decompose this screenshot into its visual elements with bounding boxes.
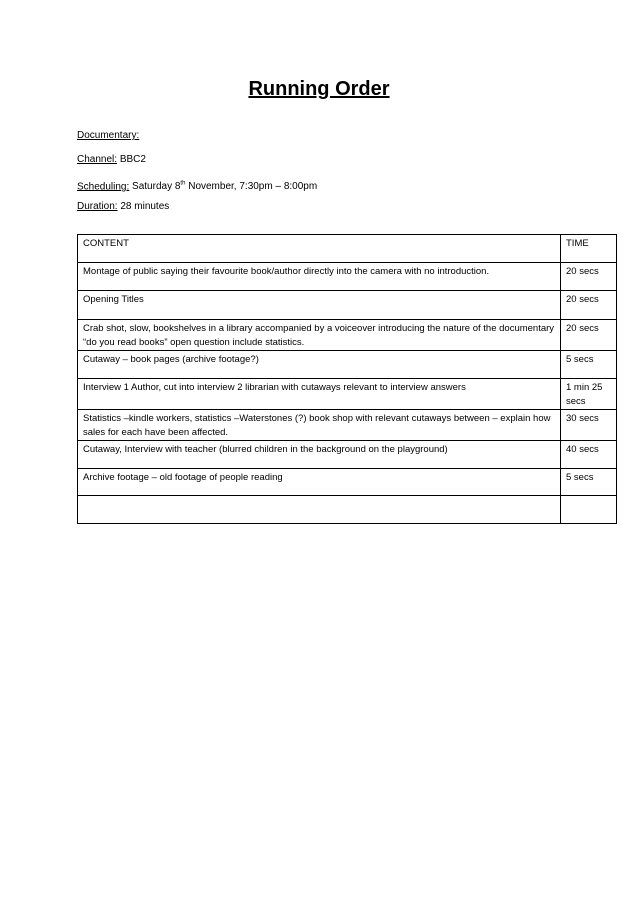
content-cell: Cutaway – book pages (archive footage?) <box>78 351 561 379</box>
channel-value: BBC2 <box>119 154 146 165</box>
documentary-label: Documentary: <box>77 130 140 141</box>
content-cell: Crab shot, slow, bookshelves in a library accompanied by a voiceover introducing the nature of the documentary “do you read books” open question include statistics. <box>78 320 561 351</box>
table-row <box>78 351 617 379</box>
scheduling-line <box>77 178 317 193</box>
page-title: Running Order <box>248 78 390 100</box>
content-cell: Archive footage – old footage of people reading <box>78 469 561 496</box>
table-row-empty <box>78 496 617 524</box>
time-cell: 1 min 25 secs <box>561 379 617 410</box>
header-content-cell: CONTENT <box>78 235 561 263</box>
scheduling-label: Scheduling: <box>77 181 130 193</box>
time-cell: 5 secs <box>561 351 617 379</box>
content-cell: Montage of public saying their favourite book/author directly into the camera with no introduction. <box>78 263 561 291</box>
time-cell: 20 secs <box>561 320 617 351</box>
time-cell: 40 secs <box>561 441 617 469</box>
scheduling-day: Saturday 8 <box>132 181 181 193</box>
content-cell: Interview 1 Author, cut into interview 2 librarian with cutaways relevant to interview answers <box>78 379 561 410</box>
content-cell <box>78 496 561 524</box>
scheduling-ordinal: th <box>180 181 186 187</box>
duration-value: 28 minutes <box>120 201 170 212</box>
channel-label: Channel: <box>77 154 118 165</box>
running-order-table <box>77 234 617 524</box>
documentary-line <box>77 130 139 142</box>
table-row <box>78 441 617 469</box>
content-cell: Opening Titles <box>78 291 561 320</box>
table-row <box>78 263 617 291</box>
duration-label: Duration: <box>77 201 118 212</box>
time-cell: 20 secs <box>561 291 617 320</box>
scheduling-value <box>132 181 317 192</box>
table-row <box>78 291 617 320</box>
duration-line <box>77 201 169 213</box>
channel-line <box>77 154 146 166</box>
time-cell: 30 secs <box>561 410 617 441</box>
table-row <box>78 469 617 496</box>
time-cell <box>561 496 617 524</box>
table-row <box>78 379 617 410</box>
time-cell: 5 secs <box>561 469 617 496</box>
time-cell: 20 secs <box>561 263 617 291</box>
header-time-cell: TIME <box>561 235 617 263</box>
content-cell: Statistics –kindle workers, statistics –Waterstones (?) book shop with relevant cutaways between – explain how sales for each have been affected. <box>78 410 561 441</box>
table-row <box>78 410 617 441</box>
table-row <box>78 320 617 351</box>
scheduling-rest: November, 7:30pm – 8:00pm <box>185 181 318 193</box>
table-header-row <box>78 235 617 263</box>
content-cell: Cutaway, Interview with teacher (blurred children in the background on the playground) <box>78 441 561 469</box>
